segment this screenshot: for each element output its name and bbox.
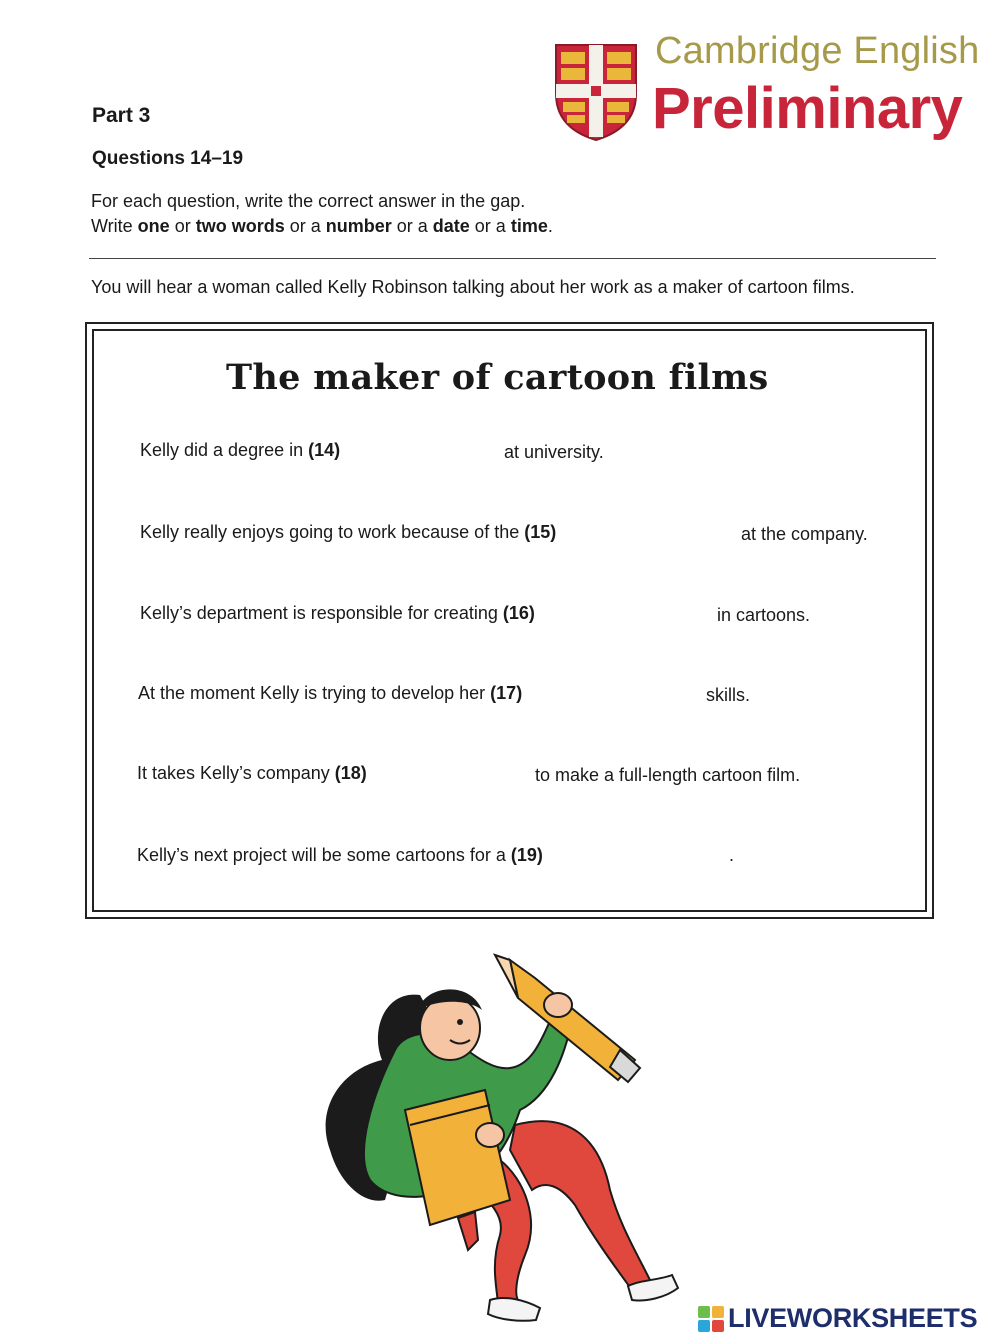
answer-18-input[interactable] (397, 763, 531, 791)
questions-heading: Questions 14–19 (92, 148, 244, 169)
answer-16-input[interactable] (580, 603, 714, 631)
question-15-text: Kelly really enjoys going to work because of the (15) (140, 522, 557, 542)
instruction-line-1: For each question, write the correct answer in the gap. (91, 191, 526, 211)
liveworksheets-logo-icon (697, 1305, 725, 1333)
cambridge-shield-icon (553, 42, 639, 142)
answer-17-input[interactable] (568, 683, 702, 711)
brand-line-preliminary: Preliminary (652, 76, 963, 141)
answer-15-input[interactable] (603, 522, 737, 550)
brand-line-english: Cambridge English (655, 30, 980, 72)
answer-19-input[interactable] (592, 845, 726, 873)
question-19-text: Kelly’s next project will be some cartoons for a (19) (137, 845, 543, 865)
question-14-after: at university. (504, 442, 604, 462)
part-heading: Part 3 (92, 104, 151, 127)
box-title: The maker of cartoon films (226, 357, 769, 398)
watermark-text: LIVEWORKSHEETS (728, 1303, 978, 1333)
question-19-after: . (729, 845, 735, 865)
question-17-text: At the moment Kelly is trying to develop her (17) (138, 683, 523, 703)
question-17-after: skills. (706, 685, 750, 705)
question-18-after: to make a full-length cartoon film. (535, 765, 801, 785)
divider (89, 258, 936, 259)
question-16-after: in cartoons. (717, 605, 811, 625)
answer-14-input[interactable] (365, 440, 499, 468)
question-16-text: Kelly’s department is responsible for creating (16) (140, 603, 535, 623)
liveworksheets-watermark (697, 1303, 977, 1337)
question-15-after: at the company. (741, 524, 868, 544)
instruction-line-2: Write one or two words or a number or a date or a time. (91, 216, 553, 236)
question-14-text: Kelly did a degree in (14) (140, 440, 341, 460)
question-18-text: It takes Kelly’s company (18) (137, 763, 367, 783)
girl-with-pencil-illustration (310, 950, 690, 1330)
listening-context: You will hear a woman called Kelly Robinson talking about her work as a maker of cartoon films. (91, 277, 855, 297)
